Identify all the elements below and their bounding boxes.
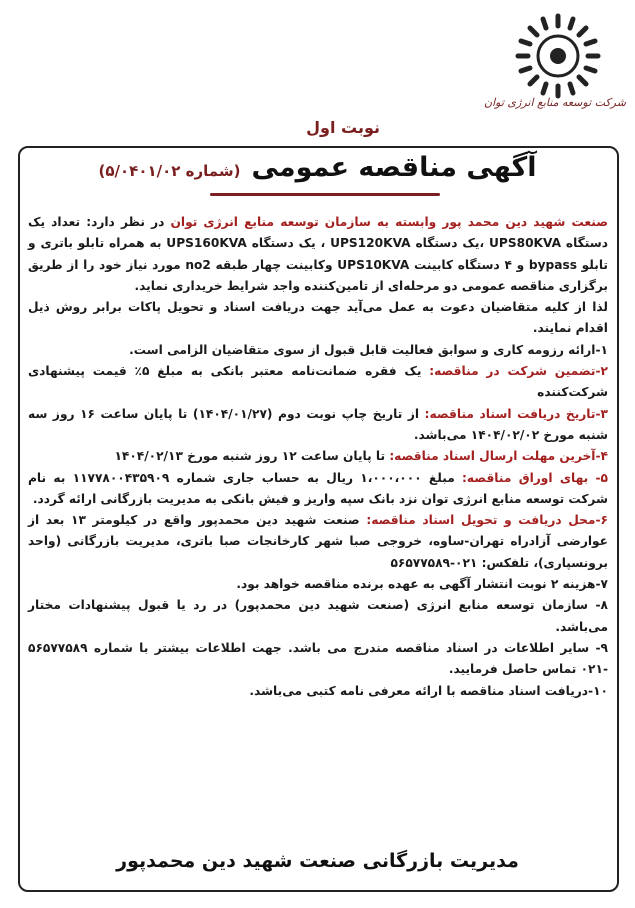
list-item: ۸- سازمان توسعه منابع انرژی (صنعت شهید دین محمدپور) در رد یا قبول پیشنهادات مختار می‌باشد. [28,598,608,634]
title-underline [210,193,440,196]
list-item: ۳-تاریخ دریافت اسناد مناقصه: از تاریخ چاپ نوبت دوم (۱۴۰۴/۰۱/۲۷) تا پایان ساعت ۱۶ روز سه شنبه مورخ ۱۴۰۴/۰۲/۰۲ می‌باشد. [28,406,608,442]
list-item: ۶-محل دریافت و تحویل اسناد مناقصه: صنعت شهید دین محمدپور واقع در کیلومتر ۱۳ بعد از عوارضی آزادراه تهران-ساوه، خروجی صبا شهر کارخانجات صبا باتری، مدیریت بازرگانی (واحد برونسپاری)، تلفکس: ۰۲۱-۵۶۵۷۷۵۸۹ [28,513,608,570]
tender-number: (شماره ۵/۰۴۰۱/۰۲) [98,162,241,180]
company-name: شرکت توسعه منابع انرژی توان [484,96,626,109]
list-item: ۱-ارائه رزومه کاری و سوابق فعالیت قابل قبول از سوی متقاضیان الزامی است. [129,342,608,357]
list-item: ۵- بهای اوراق مناقصه: مبلغ ۱،۰۰۰،۰۰۰ ریال به حساب جاری شماره ۱۱۷۷۸۰۰۴۳۵۹۰۹ به نام شرکت توسعه منابع انرژی توان نزد بانک سپه واریز و فیش بانکی به مدیریت بازرگانی ارائه گردد. [28,470,608,506]
intro-text: در نظر دارد: تعداد یک دستگاه UPS80KVA ،یک دستگاه UPS120KVA ، یک دستگاه UPS160KVA به همراه تابلو باتری و تابلو bypass و ۴ دستگاه کابینت UPS10KVA وکابینت چهار طبقه no2 مورد نیاز خود را از طریق برگزاری مناقصه عمومی دو مرحله‌ای از تامین‌کننده واجد شرایط خریداری نماید. [28,215,608,293]
invite-paragraph: لذا از کلیه متقاضیان دعوت به عمل می‌آید جهت دریافت اسناد و تحویل پاکات برابر روش ذیل اقدام نمایند. [28,300,608,336]
footer-signature: مدیریت بازرگانی صنعت شهید دین محمدپور [116,850,519,872]
company-logo-icon [498,8,618,138]
intro-paragraph [28,212,608,297]
title-main: آگهی مناقصه عمومی [251,152,537,183]
notice-title [40,152,595,183]
list-item: ۲-تضمین شرکت در مناقصه: یک فقره ضمانت‌نامه معتبر بانکی به مبلغ ۵٪ قیمت پیشنهادی شرکت‌کننده [28,364,608,400]
list-item: ۴-آخرین مهلت ارسال اسناد مناقصه: تا پایان ساعت ۱۲ روز شنبه مورخ ۱۴۰۴/۰۲/۱۳ [114,449,608,464]
round-label: نوبت اول [306,118,380,137]
list-item: ۹- سایر اطلاعات در اسناد مناقصه مندرج می باشد. جهت اطلاعات بیشتر با شماره ۵۶۵۷۷۵۸۹ -۰۲۱ تماس حاصل فرمایید. [28,640,608,677]
list-item: ۷-هزینه ۲ نوبت انتشار آگهی به عهده برنده مناقصه خواهد بود. [236,577,608,592]
list-item: ۱۰-دریافت اسناد مناقصه با ارائه معرفی نامه کتبی می‌باشد. [249,683,608,698]
intro-highlight: صنعت شهید دین محمد پور وابسته به سازمان توسعه منابع انرژی توان [170,215,609,229]
notice-body [28,212,608,702]
